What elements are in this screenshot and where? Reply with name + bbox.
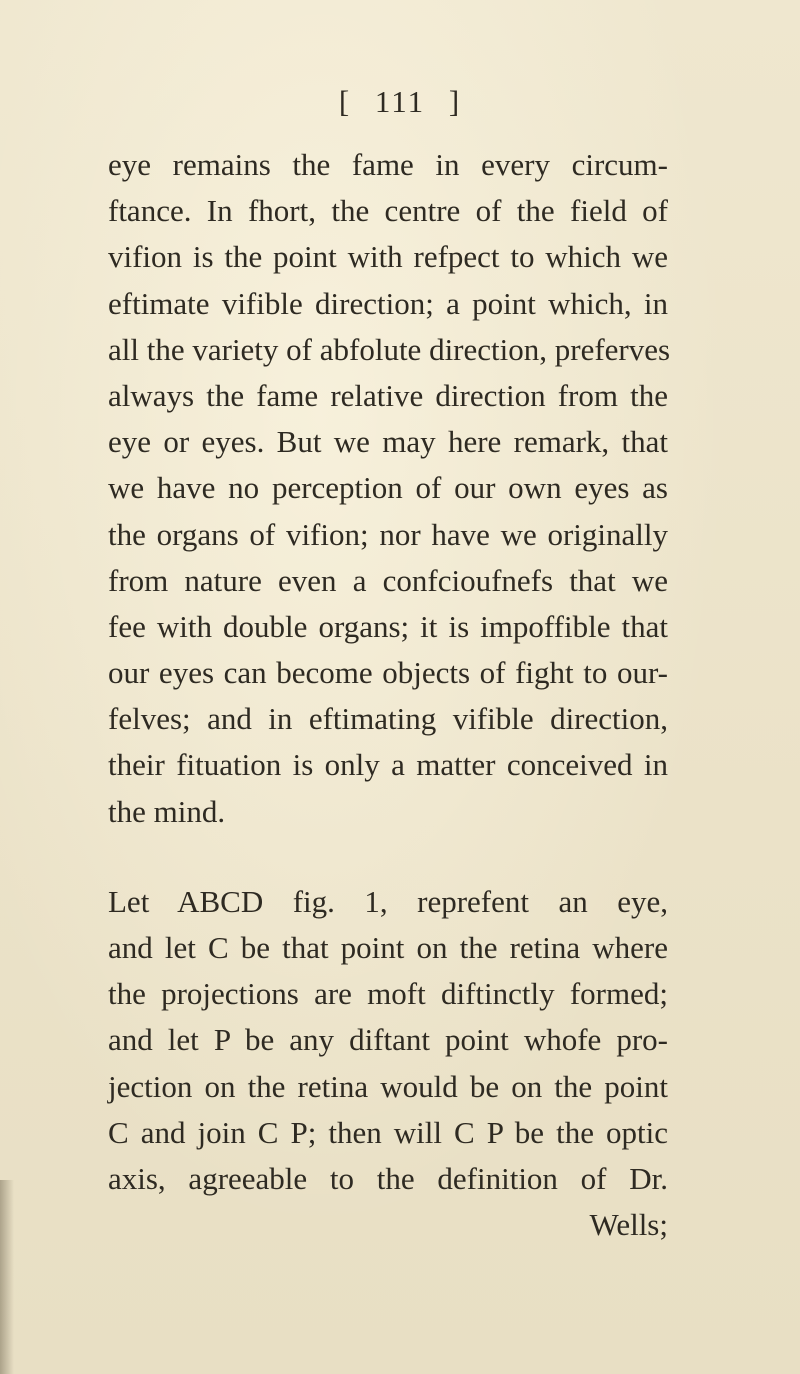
- body-text: [108, 142, 671, 1248]
- paragraph: [108, 879, 668, 1249]
- text-line: we have no perception of our own eyes as: [108, 470, 668, 506]
- text-line: C and join C P; then will C P be the optic: [108, 1114, 668, 1150]
- text-line: Let ABCD fig. 1, reprefent an eye,: [108, 883, 668, 919]
- text-line: eftimate vifible direction; a point which, in: [108, 285, 668, 321]
- text-line: the mind.: [108, 793, 226, 829]
- text-line: jection on the retina would be on the point: [108, 1068, 668, 1104]
- text-line: and let P be any diftant point whofe pro-: [108, 1022, 668, 1058]
- text-line: their fituation is only a matter conceived in: [108, 747, 668, 783]
- text-line: felves; and in eftimating vifible direction,: [108, 701, 668, 737]
- text-line: our eyes can become objects of fight to our-: [108, 655, 668, 691]
- text-line: vifion is the point with refpect to which we: [108, 239, 668, 275]
- text-line: the organs of vifion; nor have we originally: [108, 516, 668, 552]
- paragraph: [108, 142, 671, 835]
- text-line: ftance. In fhort, the centre of the field of: [108, 193, 668, 229]
- text-line: the projections are moft diftinctly formed;: [108, 976, 668, 1012]
- text-line: and let C be that point on the retina where: [108, 930, 668, 965]
- text-line: from nature even a confcioufnefs that we: [108, 562, 668, 598]
- text-line: eye remains the fame in every circum-: [108, 147, 668, 182]
- text-line: axis, agreeable to the definition of Dr.: [108, 1160, 668, 1196]
- text-line: fee with double organs; it is impoffible that: [108, 608, 668, 644]
- page-edge-shadow: [0, 1180, 14, 1374]
- text-line: always the fame relative direction from the: [108, 377, 668, 413]
- page-number: [ 111 ]: [338, 84, 462, 119]
- text-line: eye or eyes. But we may here remark, that: [108, 424, 668, 460]
- catchword-line: Wells;: [589, 1207, 668, 1243]
- text-line: all the variety of abfolute direction, preferves: [108, 331, 671, 367]
